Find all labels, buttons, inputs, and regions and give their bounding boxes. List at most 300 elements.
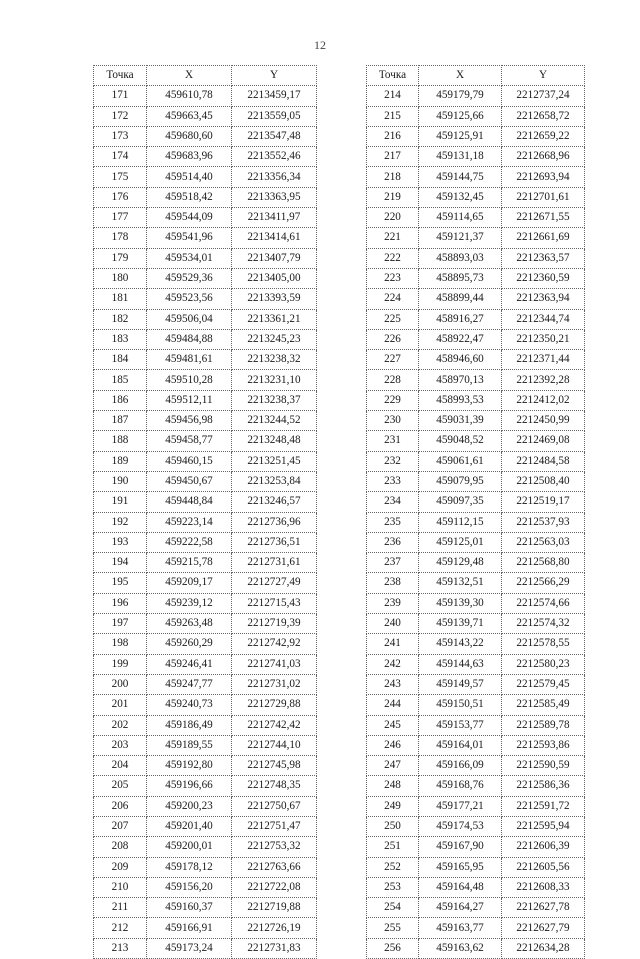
cell-point: 227: [367, 350, 419, 370]
cell-y: 2212363,57: [502, 248, 585, 268]
cell-y: 2212722,08: [232, 877, 317, 897]
cell-point: 210: [94, 877, 147, 897]
column-header-point: Точка: [94, 66, 147, 86]
cell-point: 174: [94, 147, 147, 167]
cell-x: 459125,01: [419, 532, 502, 552]
cell-x: 459164,48: [419, 877, 502, 897]
cell-point: 229: [367, 390, 419, 410]
cell-point: 217: [367, 147, 419, 167]
cell-point: 224: [367, 289, 419, 309]
cell-y: 2212591,72: [502, 796, 585, 816]
cell-x: 459097,35: [419, 492, 502, 512]
cell-y: 2212661,69: [502, 228, 585, 248]
cell-x: 459143,22: [419, 634, 502, 654]
cell-x: 459201,40: [147, 816, 232, 836]
table-row: [367, 796, 585, 816]
cell-x: 459456,98: [147, 411, 232, 431]
table-row: [94, 573, 317, 593]
cell-y: 2212537,93: [502, 512, 585, 532]
cell-x: 459121,37: [419, 228, 502, 248]
table-row: [367, 918, 585, 938]
cell-x: 458970,13: [419, 370, 502, 390]
cell-x: 459484,88: [147, 329, 232, 349]
cell-x: 459514,40: [147, 167, 232, 187]
cell-point: 178: [94, 228, 147, 248]
cell-x: 459200,01: [147, 837, 232, 857]
table-row: [94, 370, 317, 390]
cell-point: 223: [367, 268, 419, 288]
table-header-row: [94, 66, 317, 86]
cell-point: 250: [367, 816, 419, 836]
table-row: [367, 390, 585, 410]
cell-y: 2212727,49: [232, 573, 317, 593]
cell-x: 459222,58: [147, 532, 232, 552]
cell-y: 2212595,94: [502, 816, 585, 836]
cell-x: 459164,01: [419, 735, 502, 755]
cell-point: 233: [367, 471, 419, 491]
table-row: [367, 614, 585, 634]
table-row: [367, 857, 585, 877]
cell-point: 209: [94, 857, 147, 877]
cell-point: 183: [94, 329, 147, 349]
cell-y: 2212586,36: [502, 776, 585, 796]
cell-x: 459131,18: [419, 147, 502, 167]
cell-x: 459166,09: [419, 756, 502, 776]
table-row: [367, 431, 585, 451]
cell-point: 176: [94, 187, 147, 207]
cell-x: 459061,61: [419, 451, 502, 471]
cell-x: 459178,12: [147, 857, 232, 877]
cell-y: 2212668,96: [502, 147, 585, 167]
table-row: [367, 938, 585, 958]
cell-x: 459167,90: [419, 837, 502, 857]
cell-point: 187: [94, 411, 147, 431]
cell-point: 191: [94, 492, 147, 512]
cell-x: 459156,20: [147, 877, 232, 897]
table-row: [367, 735, 585, 755]
cell-point: 175: [94, 167, 147, 187]
cell-y: 2212726,19: [232, 918, 317, 938]
cell-x: 459179,79: [419, 86, 502, 106]
table-row: [94, 289, 317, 309]
cell-point: 247: [367, 756, 419, 776]
cell-y: 2212729,88: [232, 695, 317, 715]
table-row: [94, 898, 317, 918]
cell-point: 211: [94, 898, 147, 918]
table-row: [94, 411, 317, 431]
cell-y: 2212350,21: [502, 329, 585, 349]
cell-y: 2212659,22: [502, 126, 585, 146]
cell-x: 459448,84: [147, 492, 232, 512]
cell-point: 225: [367, 309, 419, 329]
table-row: [367, 411, 585, 431]
cell-y: 2212731,83: [232, 938, 317, 958]
cell-y: 2212608,33: [502, 877, 585, 897]
cell-y: 2213251,45: [232, 451, 317, 471]
cell-y: 2212363,94: [502, 289, 585, 309]
table-row: [94, 309, 317, 329]
table-row: [94, 837, 317, 857]
cell-point: 201: [94, 695, 147, 715]
table-row: [367, 309, 585, 329]
table-row: [367, 593, 585, 613]
cell-point: 190: [94, 471, 147, 491]
cell-point: 172: [94, 106, 147, 126]
cell-y: 2212658,72: [502, 106, 585, 126]
table-row: [94, 796, 317, 816]
cell-x: 458893,03: [419, 248, 502, 268]
cell-point: 244: [367, 695, 419, 715]
table-row: [94, 816, 317, 836]
cell-x: 459132,51: [419, 573, 502, 593]
table-row: [94, 147, 317, 167]
cell-x: 459144,63: [419, 654, 502, 674]
cell-y: 2212715,43: [232, 593, 317, 613]
cell-y: 2213547,48: [232, 126, 317, 146]
cell-x: 458946,60: [419, 350, 502, 370]
cell-point: 222: [367, 248, 419, 268]
table-row: [367, 674, 585, 694]
cell-x: 459149,57: [419, 674, 502, 694]
table-row: [367, 86, 585, 106]
cell-point: 181: [94, 289, 147, 309]
cell-x: 459680,60: [147, 126, 232, 146]
coordinates-table-right: [366, 65, 585, 959]
cell-y: 2212742,42: [232, 715, 317, 735]
cell-point: 241: [367, 634, 419, 654]
cell-x: 459246,41: [147, 654, 232, 674]
cell-x: 459144,75: [419, 167, 502, 187]
cell-point: 213: [94, 938, 147, 958]
cell-x: 459139,71: [419, 614, 502, 634]
cell-point: 185: [94, 370, 147, 390]
cell-point: 173: [94, 126, 147, 146]
cell-y: 2213361,21: [232, 309, 317, 329]
cell-x: 459263,48: [147, 614, 232, 634]
cell-point: 195: [94, 573, 147, 593]
cell-x: 459132,45: [419, 187, 502, 207]
cell-point: 212: [94, 918, 147, 938]
cell-y: 2212627,79: [502, 918, 585, 938]
cell-y: 2212519,17: [502, 492, 585, 512]
table-row: [367, 451, 585, 471]
table-row: [367, 147, 585, 167]
cell-x: 459450,67: [147, 471, 232, 491]
cell-point: 226: [367, 329, 419, 349]
cell-x: 459177,21: [419, 796, 502, 816]
cell-y: 2212748,35: [232, 776, 317, 796]
cell-point: 238: [367, 573, 419, 593]
table-row: [367, 126, 585, 146]
cell-point: 189: [94, 451, 147, 471]
cell-y: 2213363,95: [232, 187, 317, 207]
cell-point: 246: [367, 735, 419, 755]
cell-x: 459240,73: [147, 695, 232, 715]
cell-point: 214: [367, 86, 419, 106]
table-row: [94, 492, 317, 512]
table-row: [94, 877, 317, 897]
cell-x: 459610,78: [147, 86, 232, 106]
table-row: [367, 248, 585, 268]
cell-y: 2213253,84: [232, 471, 317, 491]
cell-x: 459663,45: [147, 106, 232, 126]
cell-point: 216: [367, 126, 419, 146]
cell-point: 182: [94, 309, 147, 329]
cell-x: 459239,12: [147, 593, 232, 613]
cell-y: 2212745,98: [232, 756, 317, 776]
table-row: [367, 573, 585, 593]
table-row: [94, 715, 317, 735]
cell-y: 2212412,02: [502, 390, 585, 410]
cell-y: 2212578,55: [502, 634, 585, 654]
table-row: [94, 390, 317, 410]
cell-point: 248: [367, 776, 419, 796]
table-row: [94, 654, 317, 674]
table-row: [94, 532, 317, 552]
table-row: [94, 776, 317, 796]
cell-x: 459153,77: [419, 715, 502, 735]
cell-point: 235: [367, 512, 419, 532]
table-row: [94, 86, 317, 106]
cell-x: 459114,65: [419, 208, 502, 228]
cell-y: 2213414,61: [232, 228, 317, 248]
cell-point: 254: [367, 898, 419, 918]
cell-point: 199: [94, 654, 147, 674]
cell-y: 2212763,66: [232, 857, 317, 877]
cell-y: 2213552,46: [232, 147, 317, 167]
column-header-y: Y: [502, 66, 585, 86]
cell-x: 458993,53: [419, 390, 502, 410]
table-row: [94, 735, 317, 755]
table-row: [367, 715, 585, 735]
table-row: [94, 208, 317, 228]
cell-x: 459529,36: [147, 268, 232, 288]
cell-x: 459518,42: [147, 187, 232, 207]
table-row: [367, 329, 585, 349]
cell-x: 459164,27: [419, 898, 502, 918]
cell-x: 459523,56: [147, 289, 232, 309]
cell-y: 2212484,58: [502, 451, 585, 471]
cell-point: 207: [94, 816, 147, 836]
table-header-row: [367, 66, 585, 86]
table-row: [367, 350, 585, 370]
table-row: [367, 512, 585, 532]
cell-x: 459160,37: [147, 898, 232, 918]
table-row: [94, 674, 317, 694]
page-number: 12: [314, 38, 326, 52]
cell-x: 459512,11: [147, 390, 232, 410]
table-row: [94, 106, 317, 126]
cell-y: 2212634,28: [502, 938, 585, 958]
table-row: [94, 857, 317, 877]
table-row: [94, 614, 317, 634]
cell-point: 186: [94, 390, 147, 410]
cell-y: 2213559,05: [232, 106, 317, 126]
cell-point: 202: [94, 715, 147, 735]
cell-x: 458922,47: [419, 329, 502, 349]
cell-point: 231: [367, 431, 419, 451]
cell-point: 206: [94, 796, 147, 816]
cell-y: 2213407,79: [232, 248, 317, 268]
cell-y: 2212580,23: [502, 654, 585, 674]
cell-y: 2212719,88: [232, 898, 317, 918]
cell-y: 2212731,02: [232, 674, 317, 694]
cell-point: 198: [94, 634, 147, 654]
cell-point: 205: [94, 776, 147, 796]
cell-point: 232: [367, 451, 419, 471]
cell-y: 2212605,56: [502, 857, 585, 877]
cell-point: 220: [367, 208, 419, 228]
cell-x: 459186,49: [147, 715, 232, 735]
cell-x: 459460,15: [147, 451, 232, 471]
cell-point: 193: [94, 532, 147, 552]
cell-x: 459163,62: [419, 938, 502, 958]
cell-point: 171: [94, 86, 147, 106]
cell-y: 2212579,45: [502, 674, 585, 694]
cell-y: 2213356,34: [232, 167, 317, 187]
cell-y: 2212469,08: [502, 431, 585, 451]
cell-x: 459165,95: [419, 857, 502, 877]
table-row: [94, 634, 317, 654]
cell-y: 2213244,52: [232, 411, 317, 431]
cell-point: 253: [367, 877, 419, 897]
cell-y: 2213238,37: [232, 390, 317, 410]
cell-point: 218: [367, 167, 419, 187]
cell-y: 2212736,51: [232, 532, 317, 552]
cell-point: 228: [367, 370, 419, 390]
cell-y: 2213238,32: [232, 350, 317, 370]
cell-y: 2213459,17: [232, 86, 317, 106]
cell-point: 208: [94, 837, 147, 857]
cell-y: 2212508,40: [502, 471, 585, 491]
cell-y: 2212731,61: [232, 553, 317, 573]
cell-x: 459174,53: [419, 816, 502, 836]
cell-point: 179: [94, 248, 147, 268]
cell-y: 2212590,59: [502, 756, 585, 776]
table-row: [367, 634, 585, 654]
table-row: [367, 756, 585, 776]
cell-point: 192: [94, 512, 147, 532]
cell-y: 2212344,74: [502, 309, 585, 329]
table-row: [94, 248, 317, 268]
cell-x: 459166,91: [147, 918, 232, 938]
cell-x: 459168,76: [419, 776, 502, 796]
cell-y: 2213393,59: [232, 289, 317, 309]
table-row: [94, 918, 317, 938]
cell-y: 2212574,32: [502, 614, 585, 634]
cell-x: 459196,66: [147, 776, 232, 796]
cell-y: 2212392,28: [502, 370, 585, 390]
table-row: [94, 187, 317, 207]
cell-x: 459129,48: [419, 553, 502, 573]
cell-x: 459260,29: [147, 634, 232, 654]
cell-point: 249: [367, 796, 419, 816]
cell-point: 221: [367, 228, 419, 248]
cell-point: 240: [367, 614, 419, 634]
cell-y: 2212585,49: [502, 695, 585, 715]
cell-x: 459189,55: [147, 735, 232, 755]
cell-point: 203: [94, 735, 147, 755]
cell-point: 252: [367, 857, 419, 877]
table-row: [94, 512, 317, 532]
cell-y: 2212753,32: [232, 837, 317, 857]
cell-point: 256: [367, 938, 419, 958]
cell-y: 2212751,47: [232, 816, 317, 836]
table-row: [367, 167, 585, 187]
cell-y: 2213246,57: [232, 492, 317, 512]
table-row: [94, 451, 317, 471]
cell-point: 200: [94, 674, 147, 694]
cell-x: 459163,77: [419, 918, 502, 938]
cell-y: 2213231,10: [232, 370, 317, 390]
table-row: [94, 593, 317, 613]
cell-x: 459173,24: [147, 938, 232, 958]
table-row: [94, 553, 317, 573]
table-row: [367, 654, 585, 674]
cell-point: 188: [94, 431, 147, 451]
cell-y: 2212741,03: [232, 654, 317, 674]
cell-y: 2213245,23: [232, 329, 317, 349]
cell-x: 459215,78: [147, 553, 232, 573]
table-row: [94, 228, 317, 248]
cell-y: 2212360,59: [502, 268, 585, 288]
cell-point: 196: [94, 593, 147, 613]
cell-y: 2212627,78: [502, 898, 585, 918]
table-row: [94, 756, 317, 776]
cell-y: 2212566,29: [502, 573, 585, 593]
cell-point: 239: [367, 593, 419, 613]
cell-x: 459125,91: [419, 126, 502, 146]
cell-point: 197: [94, 614, 147, 634]
cell-y: 2212737,24: [502, 86, 585, 106]
cell-y: 2212568,80: [502, 553, 585, 573]
table-row: [367, 776, 585, 796]
cell-x: 459247,77: [147, 674, 232, 694]
table-row: [367, 370, 585, 390]
table-row: [94, 329, 317, 349]
cell-x: 459534,01: [147, 248, 232, 268]
cell-point: 215: [367, 106, 419, 126]
cell-y: 2212742,92: [232, 634, 317, 654]
table-row: [367, 816, 585, 836]
cell-x: 459223,14: [147, 512, 232, 532]
cell-y: 2212606,39: [502, 837, 585, 857]
table-row: [367, 289, 585, 309]
cell-x: 459031,39: [419, 411, 502, 431]
cell-x: 459112,15: [419, 512, 502, 532]
cell-x: 459125,66: [419, 106, 502, 126]
cell-x: 459192,80: [147, 756, 232, 776]
cell-point: 245: [367, 715, 419, 735]
cell-y: 2212371,44: [502, 350, 585, 370]
cell-x: 459541,96: [147, 228, 232, 248]
cell-y: 2212671,55: [502, 208, 585, 228]
table-row: [367, 187, 585, 207]
cell-y: 2212563,03: [502, 532, 585, 552]
table-row: [367, 898, 585, 918]
cell-x: 459209,17: [147, 573, 232, 593]
cell-x: 459481,61: [147, 350, 232, 370]
cell-point: 243: [367, 674, 419, 694]
cell-point: 204: [94, 756, 147, 776]
table-row: [367, 208, 585, 228]
cell-y: 2212574,66: [502, 593, 585, 613]
coordinates-table-left: [93, 65, 317, 959]
cell-point: 219: [367, 187, 419, 207]
cell-x: 458895,73: [419, 268, 502, 288]
cell-x: 459139,30: [419, 593, 502, 613]
cell-y: 2212593,86: [502, 735, 585, 755]
